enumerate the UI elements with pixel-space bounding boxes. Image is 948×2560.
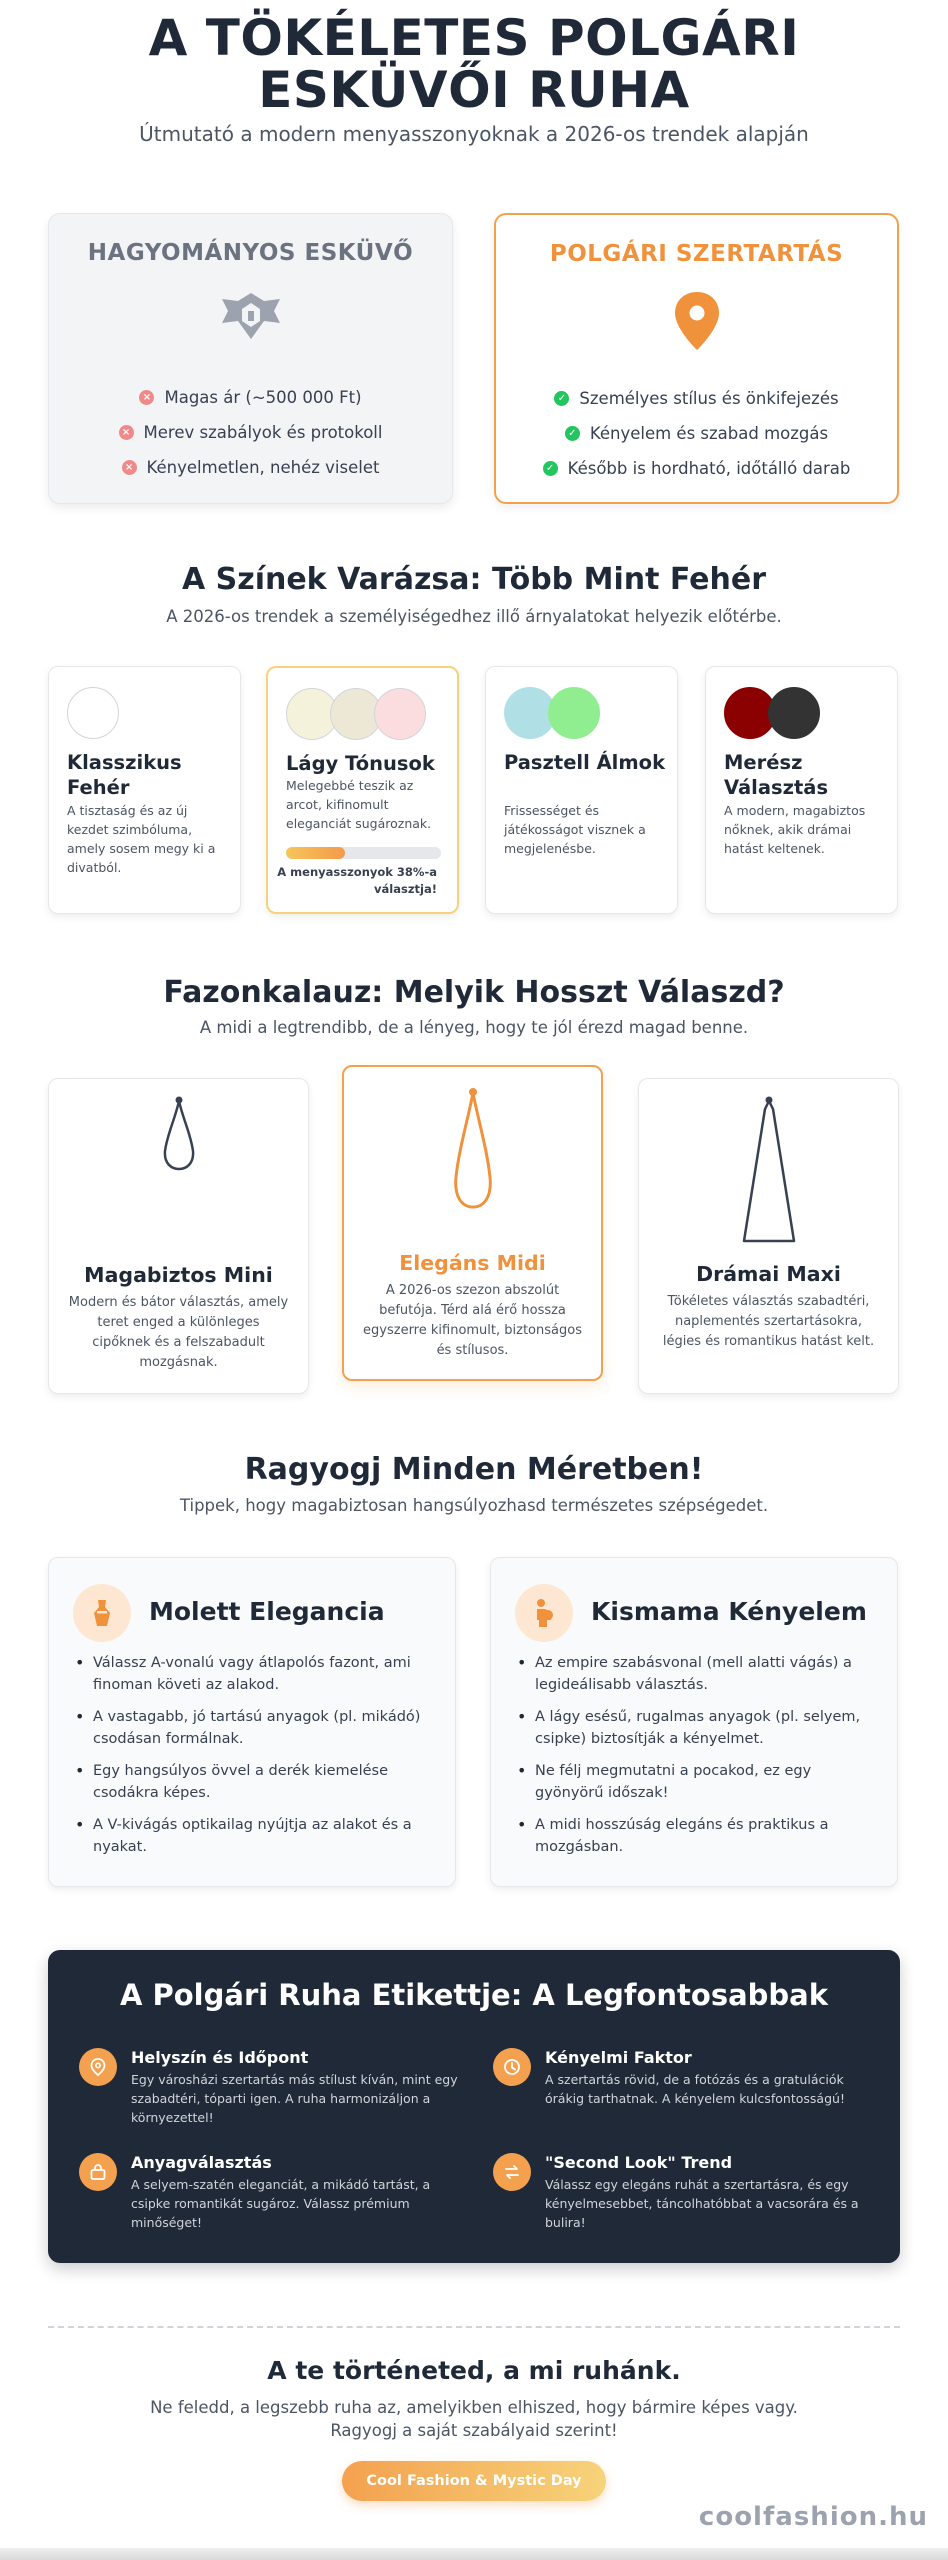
color-card-desc: Frissességet és játékosságot visznek a megjelenésbe. [504, 803, 646, 856]
swap-icon [493, 2153, 531, 2191]
color-card-pastel [485, 666, 678, 914]
length-card-desc: Tökéletes választás szabadtéri, naplementés szertartásokra, légies és romantikus hatást kelt. [662, 1294, 875, 1349]
length-card-title: Magabiztos Mini [84, 1263, 273, 1287]
length-card-title: Elegáns Midi [399, 1251, 546, 1275]
size-card-plus [48, 1557, 456, 1887]
swatch-group [724, 687, 812, 739]
clock-icon [493, 2048, 531, 2086]
maxi-dress-icon [738, 1095, 800, 1249]
popularity-bar-fill [286, 847, 345, 859]
swatch-group [286, 688, 418, 740]
length-section-title: Fazonkalauz: Melyik Hosszt Válaszd? [163, 975, 785, 1010]
list-item: • A vastagabb, jó tartású anyagok (pl. mikádó) csodásan formálnak. [73, 1706, 431, 1750]
midi-dress-icon [450, 1087, 496, 1215]
con-item: × Magas ár (~500 000 Ft) [49, 380, 452, 415]
list-item: • Ne félj megmutatni a pocakod, ez egy gyönyörű időszak! [515, 1760, 873, 1804]
location-icon [79, 2048, 117, 2086]
list-item: • Válassz A-vonalú vagy átlapolós fazont, ami finoman követi az alakod. [73, 1652, 431, 1696]
etiquette-item-desc: A selyem-szatén eleganciát, a mikádó tartást, a csipke romantikát sugároz. Válassz prémium minőséget! [131, 2177, 431, 2230]
color-card-white [48, 666, 241, 914]
size-card-title: Molett Elegancia [149, 1597, 385, 1626]
color-card-bold [705, 666, 898, 914]
size-card-maternity [490, 1557, 898, 1887]
list-item: • A midi hosszúság elegáns és praktikus a mozgásban. [515, 1814, 873, 1858]
page-title: A TÖKÉLETES POLGÁRI ESKÜVŐI RUHA [148, 9, 800, 119]
etiquette-item-title: "Second Look" Trend [545, 2153, 733, 2172]
length-card-desc: A 2026-os szezon abszolút befutója. Térd alá érő hossza egyszerre kifinomult, biztonságos és stílusos. [363, 1283, 582, 1358]
tips-list [73, 1652, 431, 1868]
etiquette-item-desc: Válassz egy elegáns ruhát a szertartásra, és egy kényelmesebbet, táncolhatóbbat a vacsorára és a bulira! [545, 2177, 859, 2230]
check-circle-icon: ✓ [554, 391, 569, 406]
color-card-title: Merész Választás [724, 751, 829, 799]
color-swatch [548, 687, 600, 739]
footer-title: A te történeted, a mi ruhánk. [267, 2356, 681, 2385]
list-item: • Az empire szabásvonal (mell alatti vágás) a legideálisabb választás. [515, 1652, 873, 1696]
traditional-title: HAGYOMÁNYOS ESKÜVŐ [87, 240, 414, 266]
colors-section-title: A Színek Varázsa: Több Mint Fehér [181, 562, 767, 597]
check-circle-icon: ✓ [565, 426, 580, 441]
watermark: coolfashion.hu [698, 2502, 928, 2532]
swatch-group [67, 687, 111, 739]
color-card-title: Lágy Tónusok [286, 752, 435, 775]
tips-list [515, 1652, 873, 1868]
etiquette-item-title: Anyagválasztás [131, 2153, 272, 2172]
location-pin-icon [672, 290, 722, 356]
size-section-title: Ragyogj Minden Méretben! [244, 1452, 704, 1487]
dress-icon [73, 1584, 131, 1642]
color-card-desc: A tisztaság és az új kezdet szimbóluma, amely sosem megy ki a divatból. [67, 803, 216, 875]
church-icon [218, 289, 284, 347]
traditional-wedding-card [48, 213, 453, 504]
pro-item: ✓ Később is hordható, időtálló darab [496, 451, 897, 486]
mini-dress-icon [159, 1095, 199, 1177]
pro-item: ✓ Személyes stílus és önkifejezés [496, 381, 897, 416]
length-card-midi [342, 1065, 603, 1381]
etiquette-panel [48, 1950, 900, 2263]
list-item: • A V-kivágás optikailag nyújtja az alakot és a nyakat. [73, 1814, 431, 1858]
civil-title: POLGÁRI SZERTARTÁS [549, 241, 844, 267]
length-card-mini [48, 1078, 309, 1394]
civil-ceremony-card [494, 213, 899, 504]
length-section-subtitle: A midi a legtrendibb, de a lényeg, hogy te jól érezd magad benne. [199, 1018, 749, 1037]
color-card-desc: A modern, magabiztos nőknek, akik drámai hatást keltenek. [724, 803, 866, 856]
color-card-desc: Melegebbé teszik az arcot, kifinomult eleganciát sugároznak. [286, 778, 432, 831]
pro-item: ✓ Kényelem és szabad mozgás [496, 416, 897, 451]
colors-section-subtitle: A 2026-os trendek a személyiségedhez illő árnyalatokat helyezik előtérbe. [166, 607, 782, 626]
popularity-note: A menyasszonyok 38%-a választja! [277, 865, 437, 896]
swatch-group [504, 687, 592, 739]
color-card-title: Klasszikus Fehér [67, 751, 182, 799]
section-divider [48, 2326, 900, 2328]
color-swatch [67, 687, 119, 739]
x-circle-icon: × [139, 390, 154, 405]
size-section-subtitle: Tippek, hogy magabiztosan hangsúlyozhasd természetes szépségedet. [179, 1496, 769, 1515]
etiquette-item-desc: Egy városházi szertartás más stílust kíván, mint egy szabadtéri, tóparti igen. A ruha harmonizáljon a környezettel! [131, 2072, 458, 2125]
etiquette-item-desc: A szertartás rövid, de a fotózás és a gratulációk órákig tarthatnak. A kényelem kulcsfontosságú! [545, 2072, 845, 2106]
etiquette-title: A Polgári Ruha Etikettje: A Legfontosabbak [119, 1978, 829, 2012]
pregnant-icon [515, 1584, 573, 1642]
x-circle-icon: × [119, 425, 134, 440]
length-card-desc: Modern és bátor választás, amely teret enged a különleges cipőknek és a felszabadult mozgásnak. [68, 1295, 289, 1370]
page-bottom-edge [0, 2548, 948, 2560]
con-item: × Kényelmetlen, nehéz viselet [49, 450, 452, 485]
check-circle-icon: ✓ [543, 461, 558, 476]
etiquette-item-title: Helyszín és Időpont [131, 2048, 309, 2067]
length-card-maxi [638, 1078, 899, 1394]
color-swatch [768, 687, 820, 739]
color-card-soft-tones [266, 666, 459, 914]
length-card-title: Drámai Maxi [696, 1262, 841, 1286]
footer-text: Ne feledd, a legszebb ruha az, amelyikben elhiszed, hogy bármire képes vagy. Ragyogj a saját szabályaid szerint! [150, 2398, 798, 2440]
x-circle-icon: × [122, 460, 137, 475]
list-item: • A lágy esésű, rugalmas anyagok (pl. selyem, csipke) biztosítják a kényelmet. [515, 1706, 873, 1750]
size-card-title: Kismama Kényelem [591, 1597, 867, 1626]
con-item: × Merev szabályok és protokoll [49, 415, 452, 450]
color-swatch [374, 688, 426, 740]
color-card-title: Pasztell Álmok [504, 751, 666, 774]
etiquette-item-title: Kényelmi Faktor [545, 2048, 692, 2067]
page-subtitle: Útmutató a modern menyasszonyoknak a 2026-os trendek alapján [139, 122, 809, 146]
brand-button[interactable]: Cool Fashion & Mystic Day [342, 2461, 606, 2501]
list-item: • Egy hangsúlyos övvel a derék kiemelése csodákra képes. [73, 1760, 431, 1804]
popularity-bar [286, 847, 441, 859]
bag-icon [79, 2153, 117, 2191]
